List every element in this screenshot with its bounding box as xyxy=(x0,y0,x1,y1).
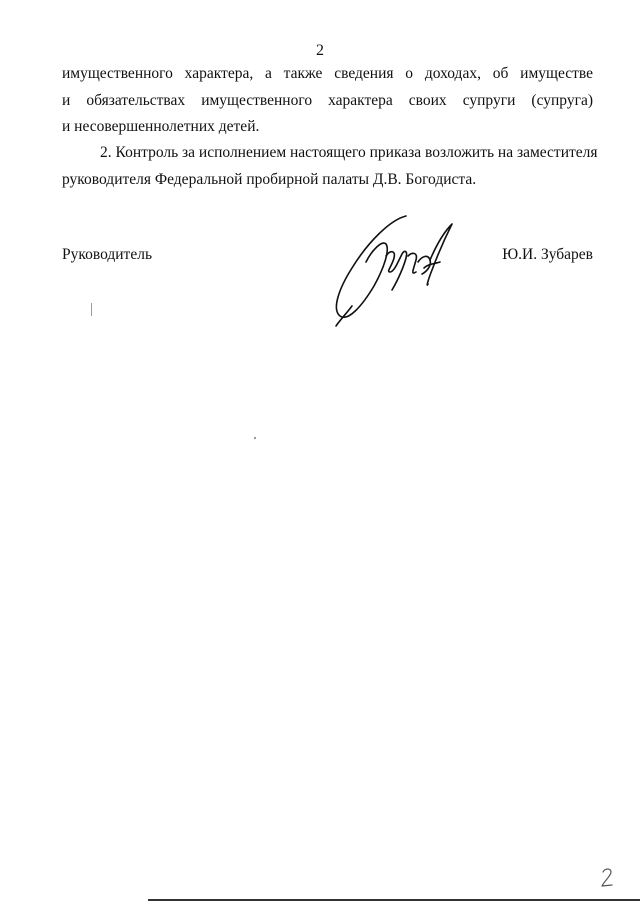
paragraph-1-line-3: и несовершеннолетних детей. xyxy=(62,118,260,135)
bottom-edge-line xyxy=(148,899,640,901)
scan-dot xyxy=(254,437,256,439)
paragraph-1-line-2: и обязательствах имущественного характера своих супруги (супруга) xyxy=(62,91,593,109)
paragraph-1 xyxy=(62,61,593,141)
margin-mark xyxy=(91,303,92,316)
paragraph-1-line-1: имущественного характера, а также сведения о доходах, об имуществе xyxy=(62,65,593,82)
signatory-name: Ю.И. Зубарев xyxy=(502,246,593,263)
paragraph-2 xyxy=(62,140,598,193)
paragraph-2-line-1: 2. Контроль за исполнением настоящего приказа возложить на заместителя xyxy=(100,144,598,161)
paragraph-2-line-2: руководителя Федеральной пробирной палаты Д.В. Богодиста. xyxy=(62,170,477,188)
signatory-title: Руководитель xyxy=(62,246,153,263)
handwritten-signature xyxy=(328,210,463,328)
page-number: 2 xyxy=(316,42,324,59)
handwritten-page-annotation xyxy=(600,866,614,888)
